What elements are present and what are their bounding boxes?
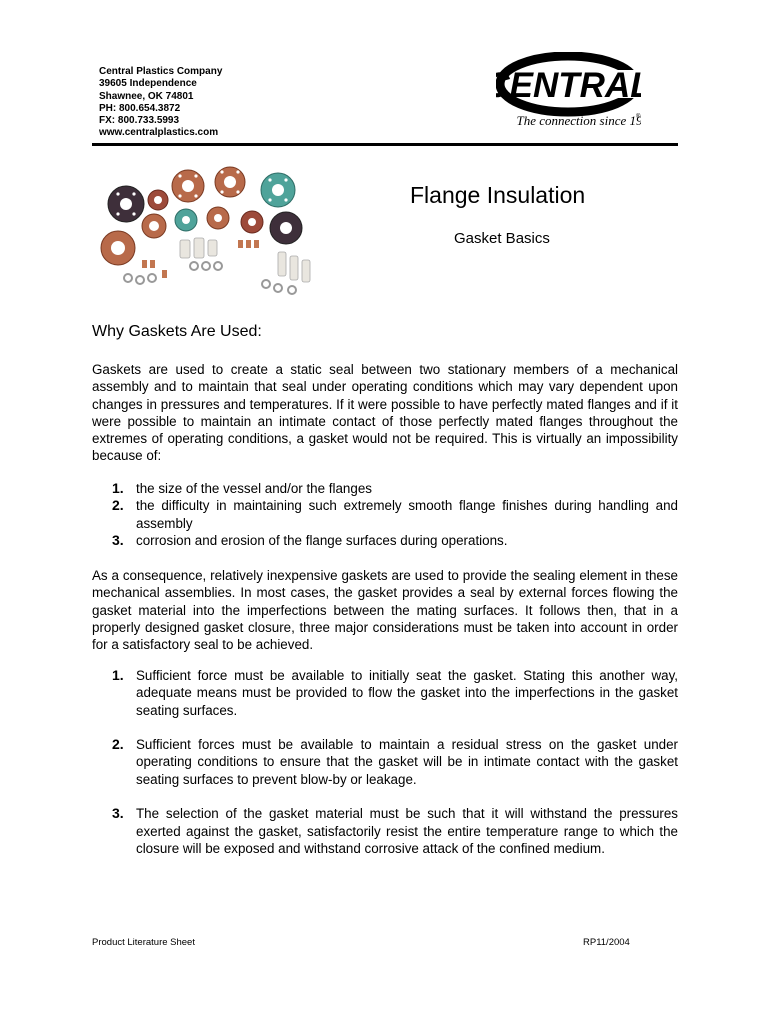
company-website: www.centralplastics.com [99, 127, 219, 139]
list-number: 3. [112, 531, 124, 548]
reasons-list [112, 480, 678, 549]
list-item [112, 532, 678, 549]
list-text: corrosion and erosion of the flange surfaces during operations. [136, 532, 508, 548]
list-item [112, 497, 678, 532]
list-text: Sufficient force must be available to initially seat the gasket. Stating this another way, adequate means must be provided to flow the gasket into the imperfections in the gasket seating surfaces. [136, 668, 678, 718]
list-number: 2. [112, 736, 124, 753]
list-text: Sufficient forces must be available to maintain a residual stress on the gasket under operating conditions to ensure that the gasket will be in intimate contact with the gasket seating surfaces to prevent blow-by or leakage. [136, 737, 678, 787]
company-name: Central Plastics Company [99, 66, 223, 77]
logo-tagline: The connection since 1 [516, 113, 636, 128]
consequence-paragraph: As a consequence, relatively inexpensive gaskets are used to provide the sealing element in these mechanical assemblies. In most cases, the gasket provides a seal by external forces flowing the gasket material into the imperfections between the mating surfaces. It follows then, that in a properly designed gasket closure, three major considerations must be taken into account in order for a satisfactory seal to be achieved. [92, 568, 678, 653]
list-text: The selection of the gasket material must be such that it will withstand the pressures exerted against the gasket, satisfactorily resist the entire temperature range to which the closure will be exposed and withstand corrosive attack of the confined medium. [136, 806, 678, 856]
considerations-list [112, 667, 678, 875]
list-text: the size of the vessel and/or the flanges [136, 481, 372, 496]
company-fax: FX: 800.733.5993 [99, 115, 180, 127]
company-address-block [99, 66, 222, 140]
list-item [112, 667, 678, 719]
list-item [112, 480, 678, 497]
list-item [112, 805, 678, 857]
svg-text:®: ® [636, 114, 641, 120]
central-logo [496, 52, 641, 132]
footer-doc-type: Product Literature Sheet [92, 937, 195, 948]
list-number: 1. [112, 480, 124, 496]
section-heading: Why Gaskets Are Used: [92, 323, 262, 340]
list-number: 2. [112, 497, 124, 514]
company-phone: PH: 800.654.3872 [99, 102, 181, 114]
intro-paragraph: Gaskets are used to create a static seal between two stationary members of a mechanical assembly and to maintain that seal under operating conditions which may vary dependent upon changes in pressures and temperatures. If it were possible to have perfectly mated flanges and if it were possible to maintain an intimate contact of those perfectly mated flanges throughout the extremes of operating conditions, a gasket would not be required. This is virtually an impossibility because of: [92, 362, 678, 464]
list-number: 1. [112, 667, 124, 683]
company-street: 39605 Independence [99, 78, 197, 90]
list-item [112, 736, 678, 788]
logo-brand: ENTRA [509, 66, 631, 105]
list-number: 3. [112, 805, 124, 822]
footer-doc-code: RP11/2004 [583, 937, 630, 948]
gasket-kit-photo [98, 160, 328, 300]
company-city: Shawnee, OK 74801 [99, 90, 194, 102]
page-subtitle: Gasket Basics [454, 230, 550, 247]
header-divider [92, 143, 678, 146]
page-title: Flange Insulation [410, 182, 586, 208]
list-text: the difficulty in maintaining such extremely smooth flange finishes during handling and assembly [136, 498, 678, 531]
